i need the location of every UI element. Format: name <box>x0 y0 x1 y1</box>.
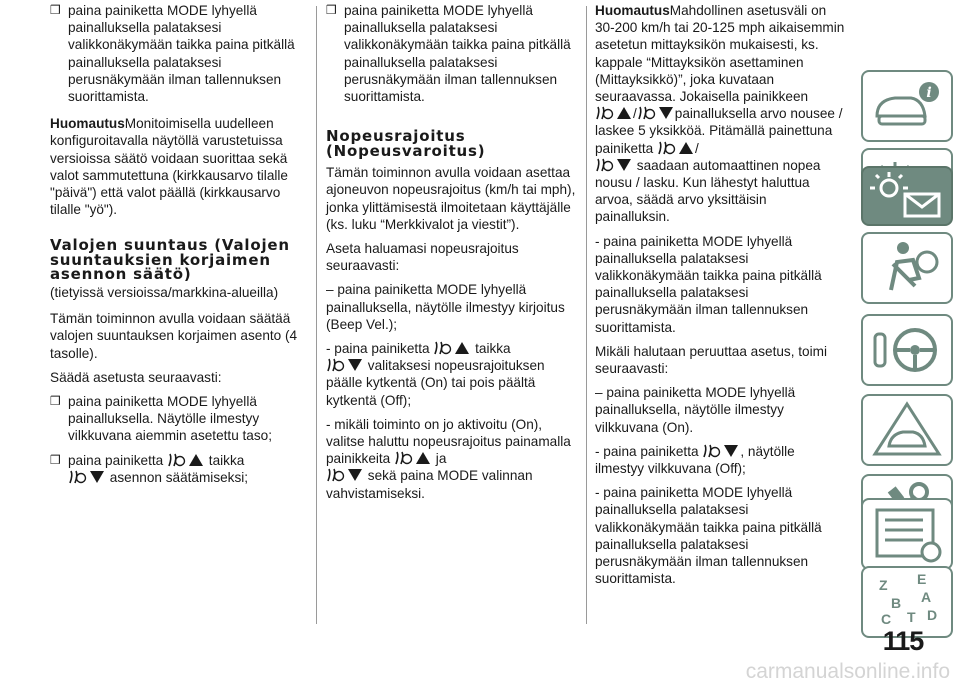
paragraph-text: - paina painiketta <box>595 443 699 459</box>
paragraph-text: , näytölle ilmestyy vilkkuvana (Off); <box>595 443 795 477</box>
tab-warning-lights-active[interactable] <box>861 166 953 226</box>
page-number: 115 <box>882 626 924 656</box>
note-paragraph <box>595 2 845 226</box>
paragraph-text: - paina painiketta <box>326 341 430 357</box>
note-text: Monitoimisella uudelleen konfiguroitavalla näytöllä varustetuissa versioissa säätö voidaan suorittaa sekä valot sammutettuna (kirkkausarvo tilalle "päivä") että valot päällä (kirkkausarvo tilalle "yö"). <box>50 116 288 218</box>
watermark: carmanualsonline.info <box>745 660 950 683</box>
tab-safety-airbag[interactable] <box>861 232 953 304</box>
down-button-icon <box>326 467 364 483</box>
up-button-icon <box>595 105 633 121</box>
section-heading: Valojen suuntaus (Valojen suuntauksien korjaimen asennon säätö) <box>50 236 290 284</box>
bullet-item <box>50 452 306 486</box>
column-2 <box>326 2 580 509</box>
paragraph-text: ja <box>435 451 447 467</box>
note-label: Huomautus <box>595 3 670 18</box>
bullet-item <box>326 2 580 105</box>
paragraph: - paina painiketta MODE lyhyellä painalluksella palataksesi valikkonäkymään taikka paina pitkällä painalluksella palataksesi perusnäkymään ilman tallennuksen suorittamista. <box>595 233 822 335</box>
down-button-icon <box>595 157 633 173</box>
tab-emergency[interactable] <box>861 394 953 466</box>
tab-dashboard[interactable] <box>861 70 953 142</box>
column-1 <box>50 2 306 493</box>
bullet-item <box>50 2 306 105</box>
up-button-icon <box>394 450 432 466</box>
up-button-icon <box>167 452 205 468</box>
svg-text:C: C <box>881 611 892 627</box>
down-button-icon <box>702 443 740 459</box>
paragraph <box>326 340 580 409</box>
tab-starting-driving[interactable] <box>861 314 953 386</box>
paragraph-text: valitaksesi nopeusrajoituksen päälle kytkentä (On) tai pois päältä kytkentä (Off); <box>326 358 545 408</box>
down-button-icon <box>326 357 364 373</box>
svg-text:B: B <box>891 595 902 611</box>
svg-text:T: T <box>907 609 916 625</box>
down-button-icon <box>637 105 675 121</box>
checkbox-bullet: ❒ <box>326 3 337 17</box>
emergency-car-icon <box>863 396 951 464</box>
note-text: / <box>633 106 637 122</box>
svg-text:E: E <box>917 571 927 587</box>
up-button-icon <box>433 340 471 356</box>
dashboard-car-info-icon <box>863 72 951 140</box>
paragraph: Mikäli halutaan peruuttaa asetus, toimi seuraavasti: <box>595 343 827 377</box>
paragraph: Tämän toiminnon avulla voidaan säätää valojen suuntauksen korjaimen asento (4 tasolle). <box>50 311 298 361</box>
section-heading: Nopeusrajoitus (Nopeusvaroitus) <box>326 127 486 160</box>
bullet-text: paina painiketta MODE lyhyellä painalluksella. Näytölle ilmestyy vilkkuvana aiemmin asetettu taso; <box>68 393 273 444</box>
note-text: Mahdollinen asetusväli on 30-200 km/h tai 20-125 mph aikaisemmin asetetun mittayksikön mukaisesti, ks. kappale “Mittayksikön asettaminen (Mittayksikkö)”, joka kuvataan seuraavassa. Jokaisella painikkeen <box>595 3 845 105</box>
note-label: Huomautus <box>50 116 125 132</box>
tab-technical-data[interactable] <box>861 498 953 570</box>
section-subheading: (tietyissä versioissa/markkina-alueilla) <box>50 284 279 300</box>
svg-text:A: A <box>921 589 932 605</box>
column-3 <box>595 2 845 595</box>
note-text: painalluksella arvo nousee / laskee 5 yksikköä. Pitämällä painettuna painiketta <box>595 106 843 156</box>
bullet-text: asennon säätämiseksi; <box>109 469 249 485</box>
note-text: saadaan automaattinen nopea nousu / lasku. Kun lähestyt haluttua arvoa, säädä arvo yksittäisin painalluksin. <box>595 157 821 225</box>
bullet-text: paina painiketta <box>68 452 164 468</box>
paragraph: – paina painiketta MODE lyhyellä painalluksella, näytölle ilmestyy vilkkuvana (On). <box>595 385 796 435</box>
paragraph: Aseta haluamasi nopeusrajoitus seuraavasti: <box>326 241 519 274</box>
technical-data-list-icon <box>863 500 951 568</box>
column-divider <box>316 6 317 624</box>
svg-text:i: i <box>926 85 932 101</box>
bullet-text: paina painiketta MODE lyhyellä painalluksella palataksesi valikkonäkymään taikka paina pitkällä painalluksella palataksesi perusnäkymään ilman tallennuksen suorittamista. <box>68 3 295 105</box>
checkbox-bullet: ❒ <box>50 3 61 17</box>
paragraph-text: - mikäli toiminto on jo aktivoitu (On), valitse haluttu nopeusrajoitus painamalla painikkeita <box>326 416 571 467</box>
paragraph: - paina painiketta MODE lyhyellä painalluksella palataksesi valikkonäkymään taikka paina pitkällä painalluksella palataksesi perusnäkymään ilman tallennuksen suorittamista. <box>595 485 822 587</box>
up-button-icon <box>657 140 695 156</box>
paragraph-text: sekä paina MODE valinnan vahvistamiseksi. <box>326 468 533 501</box>
svg-text:Z: Z <box>879 577 888 593</box>
bullet-item <box>50 393 306 445</box>
bullet-text: taikka <box>208 452 245 468</box>
paragraph: Säädä asetusta seuraavasti: <box>50 369 222 385</box>
note-paragraph <box>50 115 306 218</box>
paragraph <box>326 416 580 502</box>
checkbox-bullet: ❒ <box>50 452 61 467</box>
down-button-icon <box>68 469 106 485</box>
paragraph: – paina painiketta MODE lyhyellä painalluksella, näytölle ilmestyy kirjoitus (Beep Vel.); <box>326 282 565 332</box>
paragraph-text: taikka <box>475 341 511 357</box>
column-divider <box>586 6 587 624</box>
bullet-text: paina painiketta MODE lyhyellä painalluksella palataksesi valikkonäkymään taikka paina pitkällä painalluksella palataksesi perusnäkymään ilman tallennuksen suorittamista. <box>344 3 571 105</box>
checkbox-bullet: ❒ <box>50 393 61 408</box>
paragraph <box>595 443 845 477</box>
seatbelt-airbag-icon <box>863 234 951 302</box>
svg-text:D: D <box>927 607 938 623</box>
note-text: / <box>694 140 699 156</box>
paragraph: Tämän toiminnon avulla voidaan asettaa ajoneuvon nopeusrajoitus (km/h tai mph), jonka ylittämisestä ilmoitetaan käyttäjälle (ks. luku “Merkkivalot ja viestit”). <box>326 165 576 232</box>
warning-light-message-icon <box>863 168 951 224</box>
steering-wheel-key-icon <box>863 316 951 384</box>
